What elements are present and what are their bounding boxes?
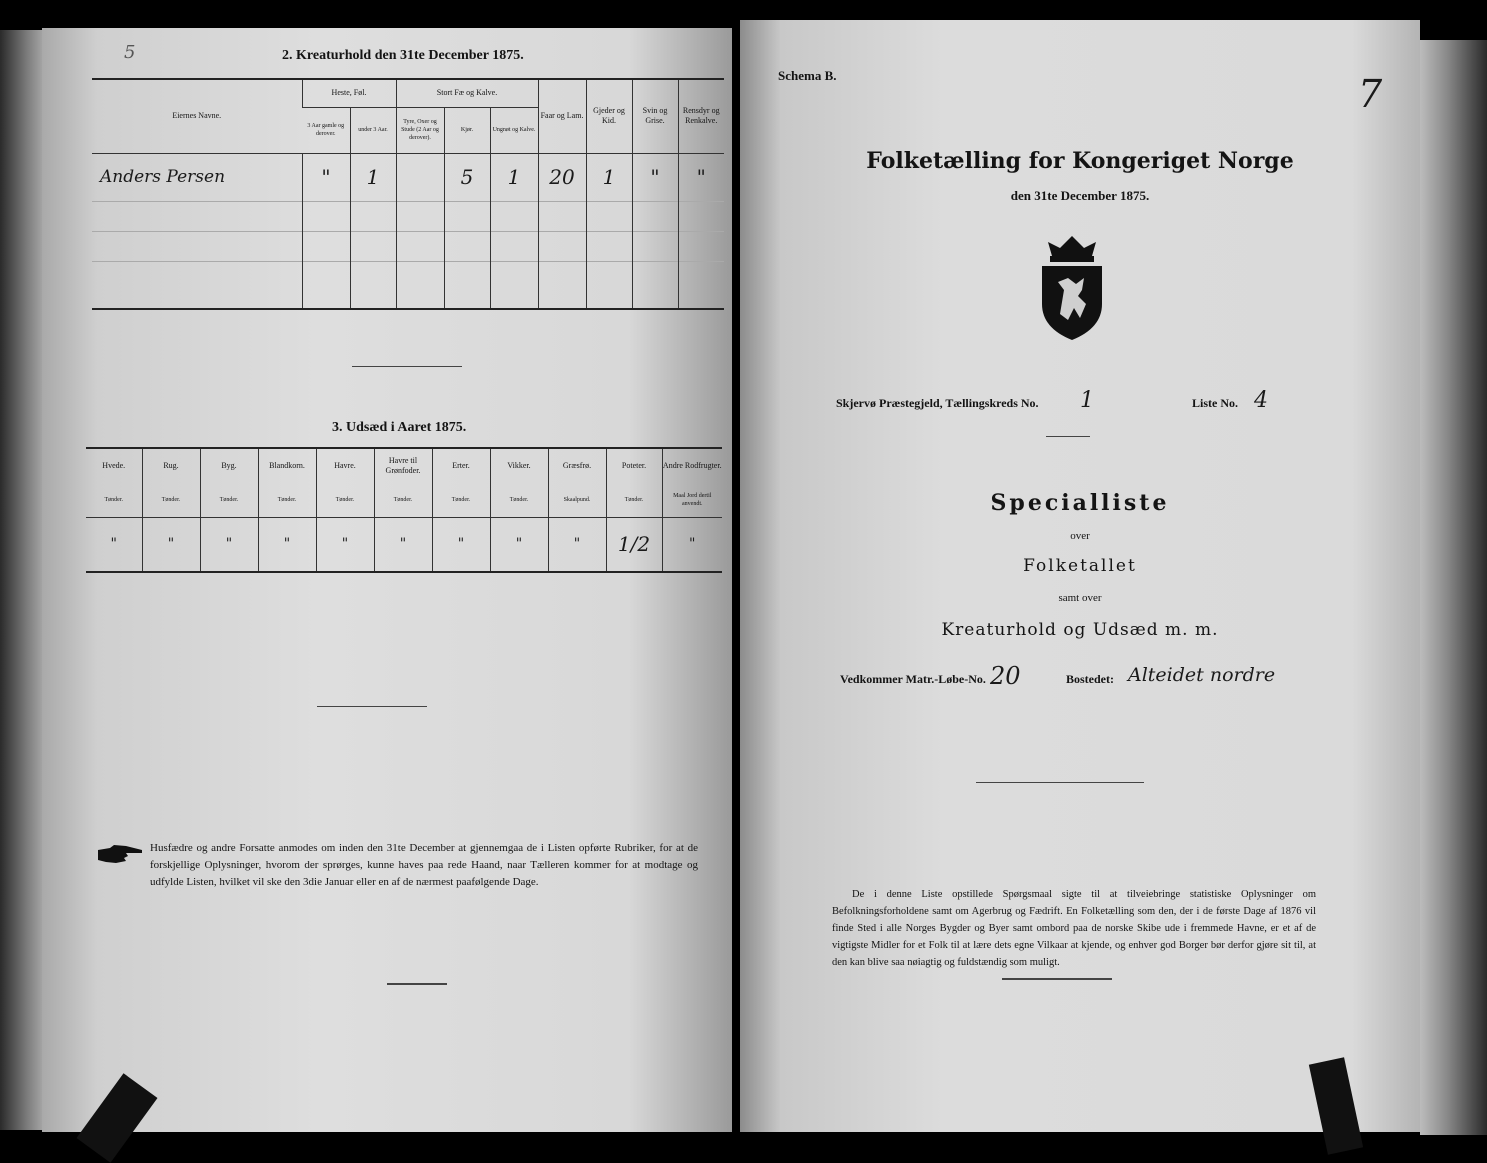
book-right-edge <box>1420 40 1487 1135</box>
special-title: Specialliste <box>990 490 1170 516</box>
sowing-unit-5: Tønder. <box>374 483 432 518</box>
main-title: Folketælling for Kongeriget Norge <box>866 148 1294 174</box>
schema-label: Schema B. <box>778 68 837 83</box>
table-row <box>92 201 724 231</box>
sowing-header-0: Hvede. <box>102 460 126 470</box>
parish-label: Skjervø Præstegjeld, Tællingskreds No. <box>836 396 1039 410</box>
sowing-header-6: Erter. <box>432 448 490 483</box>
sowing-header-10: Andre Rodfrugter. <box>662 448 722 483</box>
sowing-value-10: " <box>662 517 722 572</box>
divider <box>387 983 447 985</box>
sowing-table <box>86 447 722 573</box>
reindeer-value: " <box>678 153 724 201</box>
divider <box>352 366 462 367</box>
sowing-value-1: " <box>142 517 200 572</box>
sheep-value: 20 <box>538 153 586 201</box>
sowing-unit-7: Tønder. <box>490 483 548 518</box>
horses-old-header: 3 Aar gamle og derover. <box>302 107 350 153</box>
horses-header: Heste, Føl. <box>302 79 396 107</box>
sowing-value-9: 1/2 <box>606 517 662 572</box>
cattle-cows-header: Kjør. <box>444 107 490 153</box>
cattle-young-header: Ungnøt og Kalve. <box>490 107 538 153</box>
list-label: Liste No. <box>1192 396 1238 410</box>
table-row <box>92 231 724 261</box>
cattle-header: Stort Fæ og Kalve. <box>396 79 538 107</box>
sowing-header-4: Havre. <box>316 448 374 483</box>
sowing-value-7: " <box>490 517 548 572</box>
sowing-unit-10: Maal Jord dertil anvendt. <box>662 483 722 518</box>
goats-header: Gjeder og Kid. <box>586 79 632 153</box>
pigs-header: Svin og Grise. <box>632 79 678 153</box>
district-number: 1 <box>1080 388 1094 413</box>
sowing-value-5: " <box>374 517 432 572</box>
divider <box>317 706 427 707</box>
livestock-title: 2. Kreaturhold den 31te December 1875. <box>282 48 524 63</box>
divider <box>976 782 1144 783</box>
sowing-header-8: Græsfrø. <box>548 448 606 483</box>
livestock-line: Kreaturhold og Udsæd m. m. <box>941 620 1219 640</box>
samt-over-text: samt over <box>1058 592 1102 604</box>
sowing-value-3: " <box>258 517 316 572</box>
table-row <box>92 153 724 201</box>
sowing-header-3: Blandkorn. <box>258 448 316 483</box>
sowing-header-9: Poteter. <box>606 448 662 483</box>
sowing-unit-4: Tønder. <box>316 483 374 518</box>
goats-value: 1 <box>586 153 632 201</box>
main-date: den 31te December 1875. <box>1010 188 1150 203</box>
sowing-title: 3. Udsæd i Aaret 1875. <box>332 420 467 435</box>
horses-young-header: under 3 Aar. <box>350 107 396 153</box>
sowing-header-7: Vikker. <box>490 448 548 483</box>
reindeer-header: Rensdyr og Renkalve. <box>678 79 724 153</box>
cattle-cows-value: 5 <box>444 153 490 201</box>
sowing-header-5: Havre til Grønfoder. <box>374 448 432 483</box>
sowing-value-2: " <box>200 517 258 572</box>
owner-name: Anders Persen <box>100 167 226 187</box>
sheep-header: Faar og Lam. <box>538 79 586 153</box>
pointing-hand-icon <box>96 842 144 866</box>
sowing-unit-3: Tønder. <box>258 483 316 518</box>
cattle-bulls-header: Tyre, Oxer og Stude (2 Aar og derover). <box>396 107 444 153</box>
sowing-unit-9: Tønder. <box>606 483 662 518</box>
left-page <box>42 28 732 1132</box>
sowing-value-8: " <box>548 517 606 572</box>
sowing-unit-2: Tønder. <box>200 483 258 518</box>
over-text: over <box>1070 530 1090 542</box>
cattle-young-value: 1 <box>490 153 538 201</box>
book-left-edge <box>0 30 44 1130</box>
list-number: 4 <box>1254 388 1268 413</box>
divider <box>1046 436 1090 437</box>
sowing-unit-6: Tønder. <box>432 483 490 518</box>
owner-header: Eiernes Navne. <box>92 79 302 153</box>
footer-text: De i denne Liste opstillede Spørgsmaal sigte til at tilveiebringe statistiske Oplysninger om Befolkningsforholdene samt om Agerbrug og Fædrift. En Folketælling som den, der i de første Dage af 1876 vil finde Sted i alle Norges Bygder og Byer samt ombord paa de norske Skibe ude i fremmede Havne, er et af de vigtigste Midler for et Folk til at lære dets egne Vilkaar at kjende, og enhver god Borger bør derfor gjøre sit til, at den kan blive saa nøiagtig og fuldstændig som muligt. <box>832 889 1316 968</box>
place-value: Alteidet nordre <box>1128 664 1276 686</box>
place-label: Bostedet: <box>1066 672 1114 686</box>
norway-lion-coat-of-arms-icon <box>1034 232 1110 344</box>
table-row <box>92 261 724 309</box>
sowing-unit-8: Skaalpund. <box>548 483 606 518</box>
notice-text: Husfædre og andre Forsatte anmodes om inden den 31te December at gjennemgaa de i Listen opførte Rubriker, for at de forskjellige Oplysninger, hvorom der sprørges, kunne haves paa rede Haand, naar Tælleren kommer for at modtage og udfylde Listen, hvilket vil ske den 3die Januar eller en af de nærmest paafølgende Dage. <box>150 842 698 888</box>
divider <box>1002 978 1112 980</box>
cattle-bulls-value <box>396 153 444 201</box>
horses-young-value: 1 <box>350 153 396 201</box>
sowing-unit-0: Tønder. <box>104 496 123 503</box>
sowing-header-2: Byg. <box>200 448 258 483</box>
corner-mark: 5 <box>124 42 136 63</box>
horses-old-value: " <box>302 153 350 201</box>
sowing-value-4: " <box>316 517 374 572</box>
matr-label: Vedkommer Matr.-Løbe-No. <box>840 672 986 686</box>
livestock-table <box>92 78 724 310</box>
table-row <box>86 517 722 572</box>
population-text: Folketallet <box>1023 556 1137 576</box>
sowing-value-6: " <box>432 517 490 572</box>
sowing-header-1: Rug. <box>142 448 200 483</box>
sowing-value-0: " <box>110 536 117 553</box>
page-number: 7 <box>1358 72 1383 116</box>
pigs-value: " <box>632 153 678 201</box>
sowing-unit-1: Tønder. <box>142 483 200 518</box>
matr-number: 20 <box>990 662 1021 690</box>
right-page <box>740 20 1420 1132</box>
